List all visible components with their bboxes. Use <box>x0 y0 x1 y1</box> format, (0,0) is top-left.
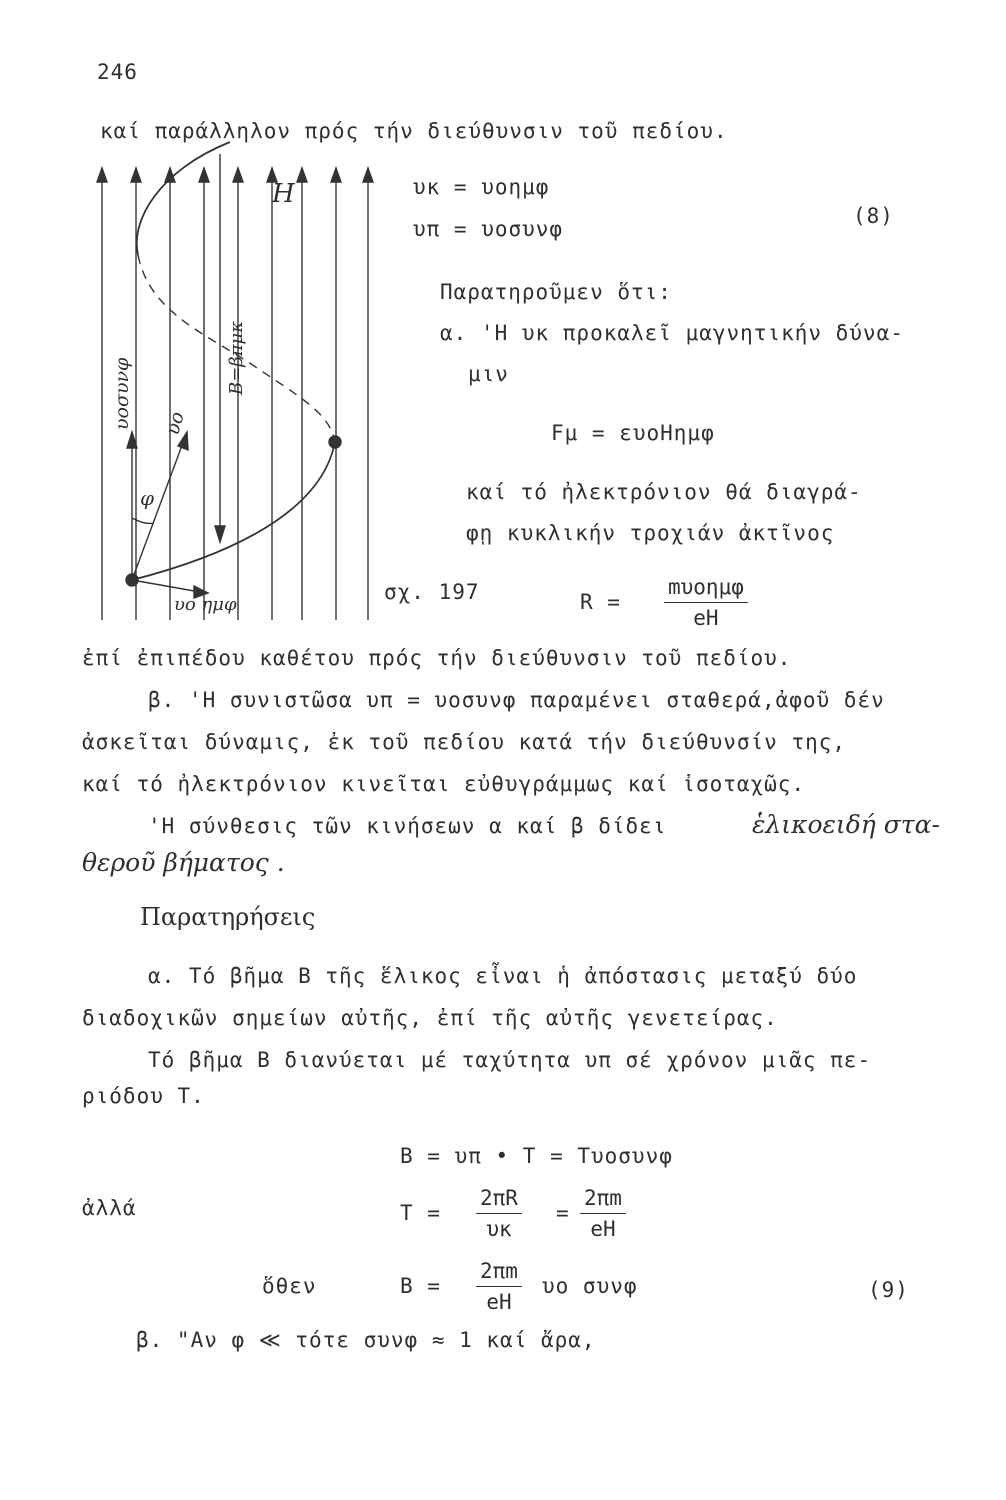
eq-b1: B = υπ • T = Tυοσυνφ <box>400 1144 673 1168</box>
helix-front-upper <box>137 142 230 255</box>
eq-t-num-2: 2πm <box>580 1186 626 1214</box>
and-line-1: καί τό ἠλεκτρόνιον θά διαγρά- <box>466 480 862 504</box>
eq-b2-rhs: υο συνφ <box>542 1274 638 1298</box>
handwritten-helix: ἑλικοειδή στα- <box>752 810 940 839</box>
eq-vp: υπ = υοσυνφ <box>413 217 564 241</box>
section-heading: Παρατηρήσεις <box>140 903 316 931</box>
observe-line: Παρατηροῦμεν ὅτι: <box>440 280 672 304</box>
eq-b2-denominator: eH <box>486 1290 512 1314</box>
eq-t-den-2: eH <box>590 1217 616 1241</box>
label-vocos: υοσυνφ <box>111 357 133 430</box>
paragraph-line-3: ἀσκεῖται δύναμις, ἐκ τοῦ πεδίου κατά τήν διεύθυνσίν της, <box>82 730 847 754</box>
eq-t-fraction-2 <box>580 1186 626 1241</box>
step-arrow <box>215 526 225 542</box>
last-line: β. "Αν φ ≪ τότε συνφ ≈ 1 καί ἄρα, <box>136 1328 596 1352</box>
helix-front-lower <box>132 442 335 580</box>
paragraph-line-5: 'Η σύνθεσις τῶν κινήσεων α καί β δίδει <box>148 814 667 838</box>
label-H: H <box>272 179 295 209</box>
eq-b2-fraction <box>476 1259 522 1314</box>
handwritten-step: θεροῦ βήματος . <box>82 848 285 877</box>
label-phi: φ <box>140 486 155 510</box>
eq-t-equals: = <box>556 1201 570 1225</box>
and-line-2: φῃ κυκλικήν τροχιάν ἀκτῖνος <box>466 521 835 545</box>
eq-r-fraction <box>664 575 748 630</box>
eq-vk: υκ = υοημφ <box>413 175 550 199</box>
eq-t-lhs: T = <box>400 1201 441 1225</box>
origin-point <box>126 574 138 586</box>
figure-caption: σχ. 197 <box>384 580 480 604</box>
eq-r-lhs: R = <box>580 590 621 614</box>
eq-b2-lhs: B = <box>400 1274 441 1298</box>
word-alla: ἀλλά <box>82 1196 137 1220</box>
eq-r-denominator: eH <box>693 606 719 630</box>
text-line-1: καί παράλληλον πρός τήν διεύθυνσιν τοῦ πεδίου. <box>100 119 728 143</box>
word-othen: ὅθεν <box>262 1274 317 1298</box>
point-a-2: μιν <box>468 362 509 386</box>
eq-number-9: (9) <box>868 1278 909 1302</box>
eq-t-fraction-1 <box>476 1186 522 1241</box>
page-number: 246 <box>97 60 138 84</box>
remark-line-3: Τό βῆμα Β διανύεται μέ ταχύτητα υπ σέ χρόνον μιᾶς πε- <box>148 1048 872 1072</box>
eq-r-numerator: mυοημφ <box>664 575 748 603</box>
paragraph-line-4: καί τό ἠλεκτρόνιον κινεῖται εὐθυγράμμως καί ἰσοταχῶς. <box>82 772 806 796</box>
remark-line-4: ριόδου Τ. <box>82 1084 205 1108</box>
label-step: B=βπμκ <box>226 320 247 395</box>
label-vo: υο <box>161 409 189 438</box>
label-vosin: υο ημφ <box>174 594 237 615</box>
remark-line-1: α. Τό βῆμα Β τῆς ἕλικος εἶναι ἡ ἀπόστασις μεταξύ δύο <box>148 964 858 988</box>
helix-point <box>329 436 341 448</box>
eq-t-num-1: 2πR <box>476 1186 522 1214</box>
remark-line-2: διαδοχικῶν σημείων αὐτῆς, ἐπί τῆς αὐτῆς γενετείρας. <box>82 1006 778 1030</box>
eq-b2-numerator: 2πm <box>476 1259 522 1287</box>
eq-number-8: (8) <box>853 204 894 228</box>
paragraph-line-1: ἐπί ἐπιπέδου καθέτου πρός τήν διεύθυνσιν τοῦ πεδίου. <box>82 646 792 670</box>
figure-helix-diagram <box>90 140 490 640</box>
eq-fm: Fμ = ευοΗημφ <box>551 421 715 445</box>
paragraph-line-2: β. 'Η συνιστῶσα υπ = υοσυνφ παραμένει σταθερά,ἀφοῦ δέν <box>148 688 885 712</box>
eq-t-den-1: υκ <box>486 1217 512 1241</box>
point-a-1: α. 'Η υκ προκαλεῖ μαγνητικήν δύνα- <box>440 321 904 345</box>
